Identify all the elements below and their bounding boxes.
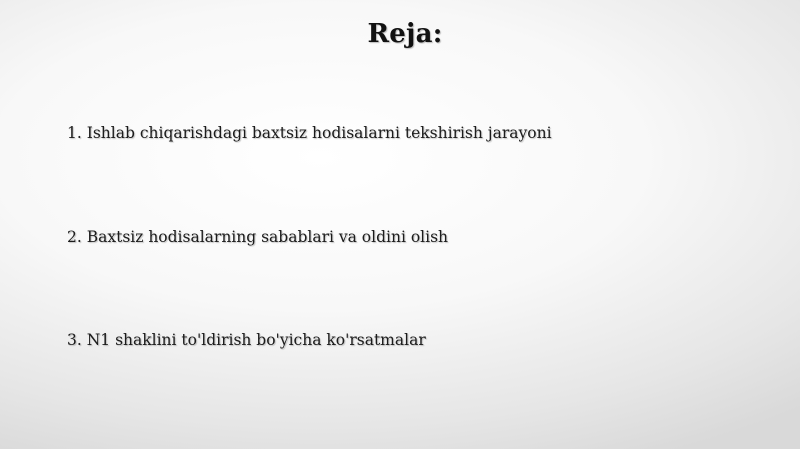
plan-item-3: 3. N1 shaklini to'ldirish bo'yicha ko'rsatmalar	[67, 331, 426, 349]
slide-title: Reja:	[367, 19, 443, 49]
plan-item-2: 2. Baxtsiz hodisalarning sabablari va oldini olish	[67, 228, 449, 246]
plan-item-1: 1. Ishlab chiqarishdagi baxtsiz hodisalarni tekshirish jarayoni	[67, 124, 552, 142]
